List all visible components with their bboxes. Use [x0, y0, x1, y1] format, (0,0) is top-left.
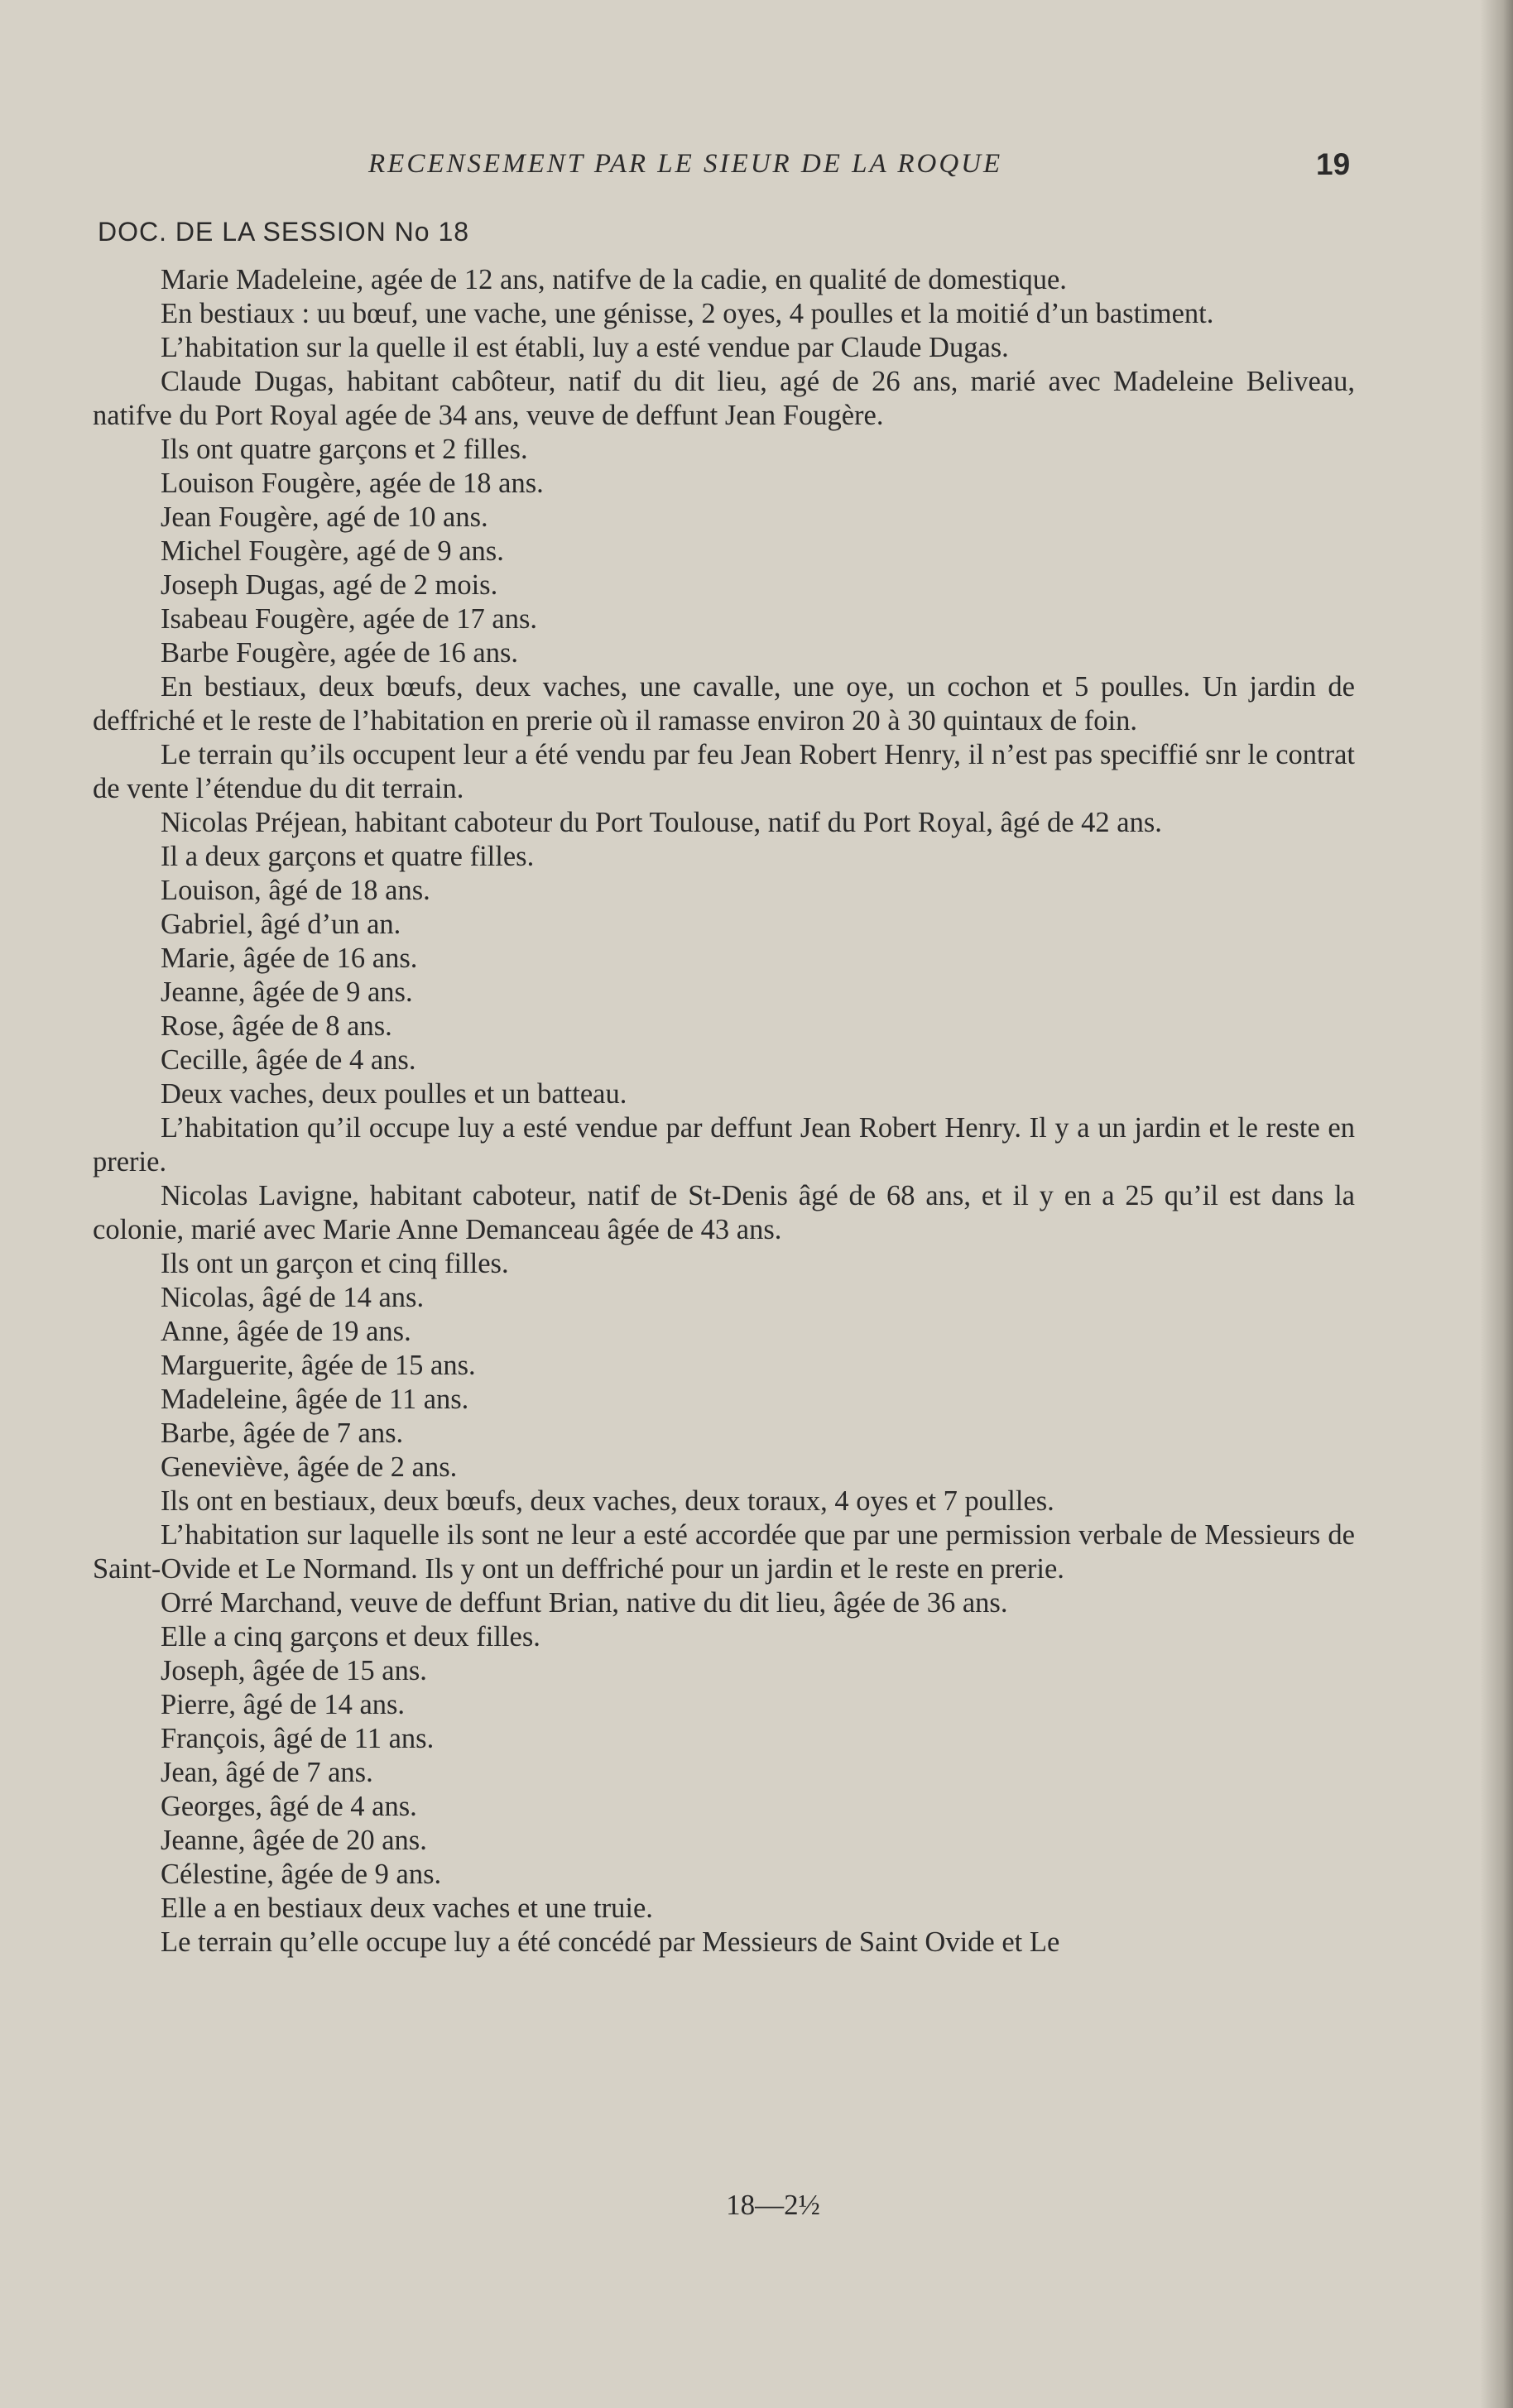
- entry-line: Geneviève, âgée de 2 ans.: [161, 1451, 458, 1483]
- page-edge-shadow: [1480, 0, 1513, 2408]
- paragraph: Nicolas Lavigne, habitant caboteur, natif de St-Denis âgé de 68 ans, et il y en a 25 qu’il est dans la colonie, marié avec Marie Anne Demanceau âgée de 43 ans.: [93, 1180, 1355, 1245]
- entry-line: Célestine, âgée de 9 ans.: [161, 1859, 442, 1890]
- paragraph: L’habitation qu’il occupe luy a esté vendue par deffunt Jean Robert Henry. Il y a un jardin et le reste en prerie.: [93, 1112, 1355, 1178]
- entry-line: Barbe Fougère, agée de 16 ans.: [161, 637, 519, 669]
- body-text: [93, 263, 1355, 1959]
- entry-line: Barbe, âgée de 7 ans.: [161, 1417, 404, 1449]
- running-title: RECENSEMENT PAR LE SIEUR DE LA ROQUE: [368, 149, 1003, 179]
- entry-line: Marie, âgée de 16 ans.: [161, 943, 418, 974]
- entry-line: Isabeau Fougère, agée de 17 ans.: [161, 603, 538, 635]
- paragraph: En bestiaux, deux bœufs, deux vaches, une cavalle, une oye, un cochon et 5 poulles. Un jardin de deffriché et le reste de l’habitation en prerie où il ramasse environ 20 à 30 quintaux de foin.: [93, 671, 1355, 736]
- entry-line: Joseph, âgée de 15 ans.: [161, 1655, 427, 1686]
- page-header: [0, 149, 1513, 199]
- entry-line: Elle a cinq garçons et deux filles.: [161, 1621, 540, 1653]
- entry-line: Jeanne, âgée de 9 ans.: [161, 976, 413, 1008]
- entry-line: Louison Fougère, agée de 18 ans.: [161, 468, 544, 499]
- entry-line: Gabriel, âgé d’un an.: [161, 909, 401, 940]
- entry-line: Ils ont en bestiaux, deux bœufs, deux vaches, deux toraux, 4 oyes et 7 poulles.: [161, 1485, 1054, 1517]
- paragraph: Le terrain qu’ils occupent leur a été vendu par feu Jean Robert Henry, il n’est pas speciffié snr le contrat de vente l’étendue du dit terrain.: [93, 739, 1355, 804]
- entry-line: Ils ont quatre garçons et 2 filles.: [161, 434, 528, 465]
- entry-line: Jean, âgé de 7 ans.: [161, 1757, 373, 1788]
- entry-line: Jeanne, âgée de 20 ans.: [161, 1825, 427, 1856]
- entry-line: Ils ont un garçon et cinq filles.: [161, 1248, 509, 1279]
- paragraph: En bestiaux : uu bœuf, une vache, une génisse, 2 oyes, 4 poulles et la moitié d’un bastiment.: [161, 298, 1214, 329]
- entry-line: Georges, âgé de 4 ans.: [161, 1791, 417, 1822]
- paragraph: Le terrain qu’elle occupe luy a été concédé par Messieurs de Saint Ovide et Le: [161, 1926, 1060, 1958]
- entry-line: Deux vaches, deux poulles et un batteau.: [161, 1078, 627, 1110]
- entry-line: Elle a en bestiaux deux vaches et une truie.: [161, 1892, 653, 1924]
- entry-line: Il a deux garçons et quatre filles.: [161, 841, 535, 872]
- entry-line: Jean Fougère, agé de 10 ans.: [161, 501, 488, 533]
- folio-signature: 18—2½: [726, 2189, 820, 2221]
- entry-line: Madeleine, âgée de 11 ans.: [161, 1384, 469, 1415]
- entry-line: Joseph Dugas, agé de 2 mois.: [161, 569, 498, 601]
- entry-line: Cecille, âgée de 4 ans.: [161, 1044, 416, 1076]
- page-number: 19: [1316, 147, 1351, 181]
- paragraph: Claude Dugas, habitant cabôteur, natif du dit lieu, agé de 26 ans, marié avec Madeleine Beliveau, natifve du Port Royal agée de 34 ans, veuve de deffunt Jean Fougère.: [93, 366, 1355, 431]
- entry-line: Rose, âgée de 8 ans.: [161, 1010, 392, 1042]
- entry-line: Louison, âgé de 18 ans.: [161, 875, 430, 906]
- paragraph: L’habitation sur laquelle ils sont ne leur a esté accordée que par une permission verbale de Messieurs de Saint-Ovide et Le Normand. Ils y ont un deffriché pour un jardin et le reste en prerie.: [93, 1519, 1355, 1585]
- entry-line: Marie Madeleine, agée de 12 ans, natifve de la cadie, en qualité de domestique.: [161, 264, 1067, 295]
- entry-line: Pierre, âgé de 14 ans.: [161, 1689, 406, 1720]
- entry-line: Michel Fougère, agé de 9 ans.: [161, 535, 504, 567]
- entry-line: Anne, âgée de 19 ans.: [161, 1316, 411, 1347]
- entry-line: François, âgé de 11 ans.: [161, 1723, 435, 1754]
- paragraph: L’habitation sur la quelle il est établi, luy a esté vendue par Claude Dugas.: [161, 332, 1009, 363]
- paragraph: Nicolas Préjean, habitant caboteur du Port Toulouse, natif du Port Royal, âgé de 42 ans.: [161, 807, 1162, 838]
- entry-line: Orré Marchand, veuve de deffunt Brian, native du dit lieu, âgée de 36 ans.: [161, 1587, 1008, 1619]
- entry-line: Nicolas, âgé de 14 ans.: [161, 1282, 425, 1313]
- document-reference: DOC. DE LA SESSION No 18: [98, 217, 470, 247]
- entry-line: Marguerite, âgée de 15 ans.: [161, 1350, 476, 1381]
